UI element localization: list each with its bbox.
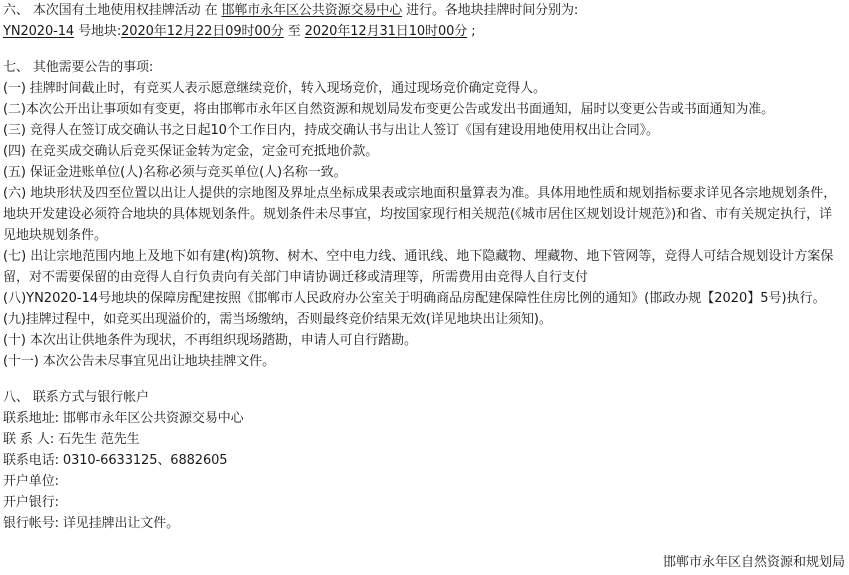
announcement-body [3, 0, 845, 534]
notice-item-8: (八)YN2020-14号地块的保障房配建按照《邯郸市人民政府办公室关于明确商品房配建保障性住房比例的通知》(邯政办规【2020】5号)执行。 [3, 291, 826, 306]
plot-label: 号地块: [74, 24, 122, 39]
account-number: 银行帐号: 详见挂牌出让文件。 [3, 516, 180, 531]
time-separator: 至 [283, 24, 305, 39]
end-time: 2020年12月31日10时00分 [304, 24, 468, 39]
venue-link[interactable]: 邯郸市永年区公共资源交易中心 [221, 3, 403, 18]
issuer-signature: 邯郸市永年区自然资源和规划局 [662, 555, 845, 570]
contact-address: 联系地址: 邯郸市永年区公共资源交易中心 [3, 411, 244, 426]
notice-item-11: (十一) 本次公告未尽事宜见出让地块挂牌文件。 [3, 354, 275, 369]
notice-item-2: (二)本次公开出让事项如有变更，将由邯郸市永年区自然资源和规划局发布变更公告或发出书面通知，届时以变更公告或书面通知为准。 [3, 102, 775, 117]
section6-heading-pre: 六、 本次国有土地使用权挂牌活动 在 [3, 3, 222, 18]
notice-item-7: (七) 出让宗地范围内地上及地下如有建(构)筑物、树木、空中电力线、通讯线、地下隐藏物、埋藏物、地下管网等，竞得人可结合规划设计方案保留，对不需要保留的由竞得人自行负责向有关部门申请协调迁移或清理等，所需费用由竞得人自行支付 [3, 249, 834, 285]
plot-schedule [3, 21, 845, 42]
notice-item-9: (九)挂牌过程中，如竞买出现溢价的，需当场缴纳，否则最终竞价结果无效(详见地块出让须知)。 [3, 312, 552, 327]
notice-item-6: (六) 地块形状及四至位置以出让人提供的宗地图及界址点坐标成果表或宗地面积量算表为准。具体用地性质和规划指标要求详见各宗地规划条件，地块开发建设必须符合地块的具体规划条件。规划条件未尽事宜，均按国家现行相关规范(《城市居住区规划设计规范》)和省、市有关规定执行，详见地块规划条件。 [3, 186, 837, 243]
section7-heading: 七、 其他需要公告的事项: [3, 60, 154, 75]
notice-item-5: (五) 保证金进账单位(人)名称必须与竞买单位(人)名称一致。 [3, 165, 347, 180]
notice-item-3: (三) 竞得人在签订成交确认书之日起10个工作日内，持成交确认书与出让人签订《国有建设用地使用权出让合同》。 [3, 123, 659, 138]
notice-item-1: (一) 挂牌时间截止时，有竞买人表示愿意继续竞价，转入现场竞价，通过现场竞价确定竞得人。 [3, 81, 546, 96]
spacer [3, 42, 845, 57]
contact-phone: 联系电话: 0310-6633125、6882605 [3, 453, 228, 468]
section8-heading: 八、 联系方式与银行帐户 [3, 390, 149, 405]
start-time: 2020年12月22日09时00分 [121, 24, 284, 39]
notice-item-10: (十) 本次出让供地条件为现状，不再组织现场踏勘，申请人可自行踏勘。 [3, 333, 417, 348]
section6-heading [3, 0, 845, 21]
plot-code: YN2020-14 [3, 24, 75, 39]
section6-heading-post: 进行。各地块挂牌时间分别为: [402, 3, 579, 18]
end-punct: ; [467, 24, 476, 39]
notice-item-4: (四) 在竞买成交确认后竞买保证金转为定金，定金可充抵地价款。 [3, 144, 379, 159]
account-unit: 开户单位: [3, 474, 59, 489]
account-bank: 开户银行: [3, 495, 59, 510]
spacer [3, 372, 845, 387]
contact-person: 联 系 人: 石先生 范先生 [3, 432, 140, 447]
